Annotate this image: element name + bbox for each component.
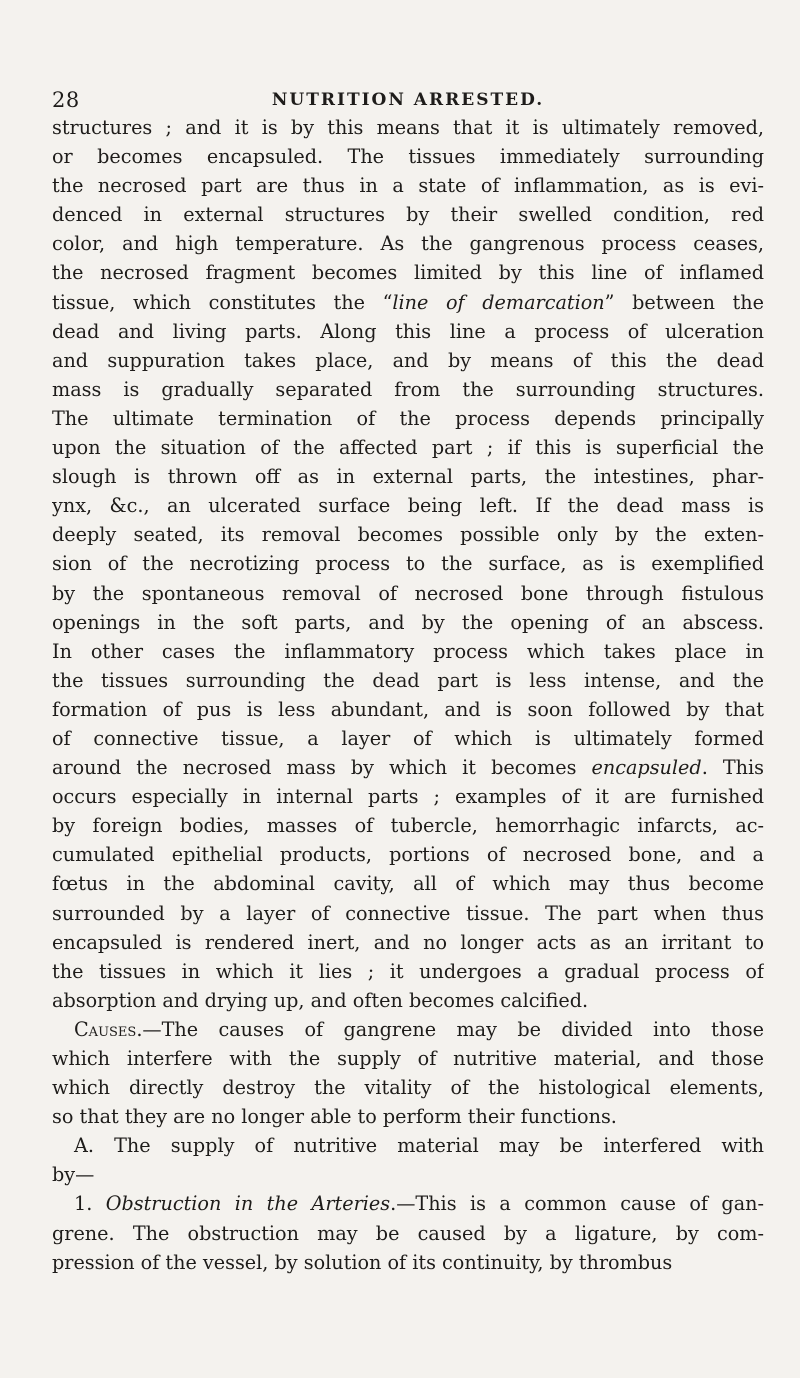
text-line (52, 346, 764, 375)
page-header (52, 88, 764, 114)
line-text: slough is thrown off as in external parts, the intestines, phar- (52, 465, 764, 489)
text-line (52, 491, 764, 520)
text-line (52, 258, 764, 287)
line-text: so that they are no longer able to perform their functions. (52, 1105, 617, 1129)
text-line (52, 695, 764, 724)
line-text: deeply seated, its removal becomes possible only by the exten- (52, 523, 764, 547)
text-line (52, 1189, 764, 1218)
line-text: A. The supply of nutritive material may be interfered with (74, 1134, 764, 1158)
italic-text: Obstruction in the Arteries (105, 1192, 391, 1216)
text-line (52, 724, 764, 753)
line-text: surrounded by a layer of connective tissue. The part when thus (52, 901, 764, 925)
line-text: . This (701, 756, 764, 780)
line-text: ynx, &c., an ulcerated surface being left. If the dead mass is (52, 494, 764, 518)
line-text: by— (52, 1163, 95, 1187)
text-line (52, 1131, 764, 1160)
text-line (52, 200, 764, 229)
line-text: upon the situation of the affected part ; if this is superficial the (52, 436, 764, 460)
line-text: sion of the necrotizing process to the surface, as is exemplified (52, 552, 764, 576)
text-line (52, 899, 764, 928)
text-line (52, 404, 764, 433)
line-text: denced in external structures by their swelled condition, red (52, 203, 764, 227)
line-text: by foreign bodies, masses of tubercle, hemorrhagic infarcts, ac- (52, 814, 764, 838)
line-text: the necrosed fragment becomes limited by this line of inflamed (52, 261, 764, 285)
text-line (52, 869, 764, 898)
body-text (52, 113, 764, 1277)
text-line (52, 229, 764, 258)
text-line (52, 608, 764, 637)
text-line (52, 171, 764, 200)
line-text: grene. The obstruction may be caused by a ligature, by com- (52, 1221, 764, 1245)
text-line (52, 317, 764, 346)
text-line (52, 753, 764, 782)
text-line (52, 579, 764, 608)
line-text: by the spontaneous removal of necrosed bone through fistulous (52, 581, 764, 605)
line-text: In other cases the inflammatory process which takes place in (52, 639, 764, 663)
line-text: the tissues in which it lies ; it undergoes a gradual process of (52, 959, 764, 983)
line-text: mass is gradually separated from the surrounding structures. (52, 377, 764, 401)
text-line (52, 1219, 764, 1248)
line-text: .—This is a common cause of gan- (390, 1192, 764, 1216)
line-text: fœtus in the abdominal cavity, all of which may thus become (52, 872, 764, 896)
text-line (52, 1248, 764, 1277)
running-head: NUTRITION ARRESTED. (271, 90, 545, 110)
text-line (52, 957, 764, 986)
line-text: dead and living parts. Along this line a process of ulceration (52, 319, 764, 343)
line-text: absorption and drying up, and often becomes calcified. (52, 988, 589, 1012)
text-line (52, 433, 764, 462)
section-heading: Causes (74, 1017, 137, 1041)
line-text: ” between the (604, 290, 764, 314)
line-text: the necrosed part are thus in a state of inflammation, as is evi- (52, 174, 764, 198)
line-text: The ultimate termination of the process depends principally (52, 406, 764, 430)
text-line (52, 840, 764, 869)
text-line (52, 375, 764, 404)
italic-text: encapsuled (591, 756, 702, 780)
text-line (52, 462, 764, 491)
line-text: formation of pus is less abundant, and is soon followed by that (52, 697, 764, 721)
page-number: 28 (52, 88, 80, 112)
line-text: which interfere with the supply of nutritive material, and those (52, 1047, 764, 1070)
line-text: pression of the vessel, by solution of its continuity, by thrombus (52, 1250, 673, 1274)
line-text: cumulated epithelial products, portions of necrosed bone, and a (52, 843, 764, 867)
text-line (52, 666, 764, 695)
text-line (52, 1015, 764, 1044)
text-line (52, 1044, 764, 1073)
text-line (52, 782, 764, 811)
text-line (52, 520, 764, 549)
text-line (52, 637, 764, 666)
line-text: occurs especially in internal parts ; examples of it are furnished (52, 785, 764, 809)
line-text: or becomes encapsuled. The tissues immediately surrounding (52, 145, 764, 169)
text-line (52, 1102, 764, 1131)
line-text: color, and high temperature. As the gangrenous process ceases, (52, 232, 764, 256)
line-text: the tissues surrounding the dead part is less intense, and the (52, 668, 764, 692)
line-text: around the necrosed mass by which it becomes (52, 756, 592, 780)
line-text: which directly destroy the vitality of the histological elements, (52, 1076, 764, 1100)
line-text: of connective tissue, a layer of which is ultimately formed (52, 726, 764, 750)
line-text: 1. (74, 1192, 106, 1216)
line-text: openings in the soft parts, and by the opening of an abscess. (52, 610, 764, 634)
text-line (52, 1160, 764, 1189)
line-text: and suppuration takes place, and by means of this the dead (52, 348, 764, 372)
line-text: structures ; and it is by this means that it is ultimately removed, (52, 116, 764, 139)
text-line (52, 986, 764, 1015)
italic-text: line of demarcation (392, 290, 605, 314)
line-text: .—The causes of gangrene may be divided into those (136, 1017, 764, 1041)
text-line (52, 288, 764, 317)
text-line (52, 113, 764, 142)
text-line (52, 811, 764, 840)
text-line (52, 1073, 764, 1102)
text-line (52, 549, 764, 578)
text-line (52, 928, 764, 957)
line-text: encapsuled is rendered inert, and no longer acts as an irritant to (52, 930, 764, 954)
line-text: tissue, which constitutes the “ (52, 290, 393, 314)
text-line (52, 142, 764, 171)
